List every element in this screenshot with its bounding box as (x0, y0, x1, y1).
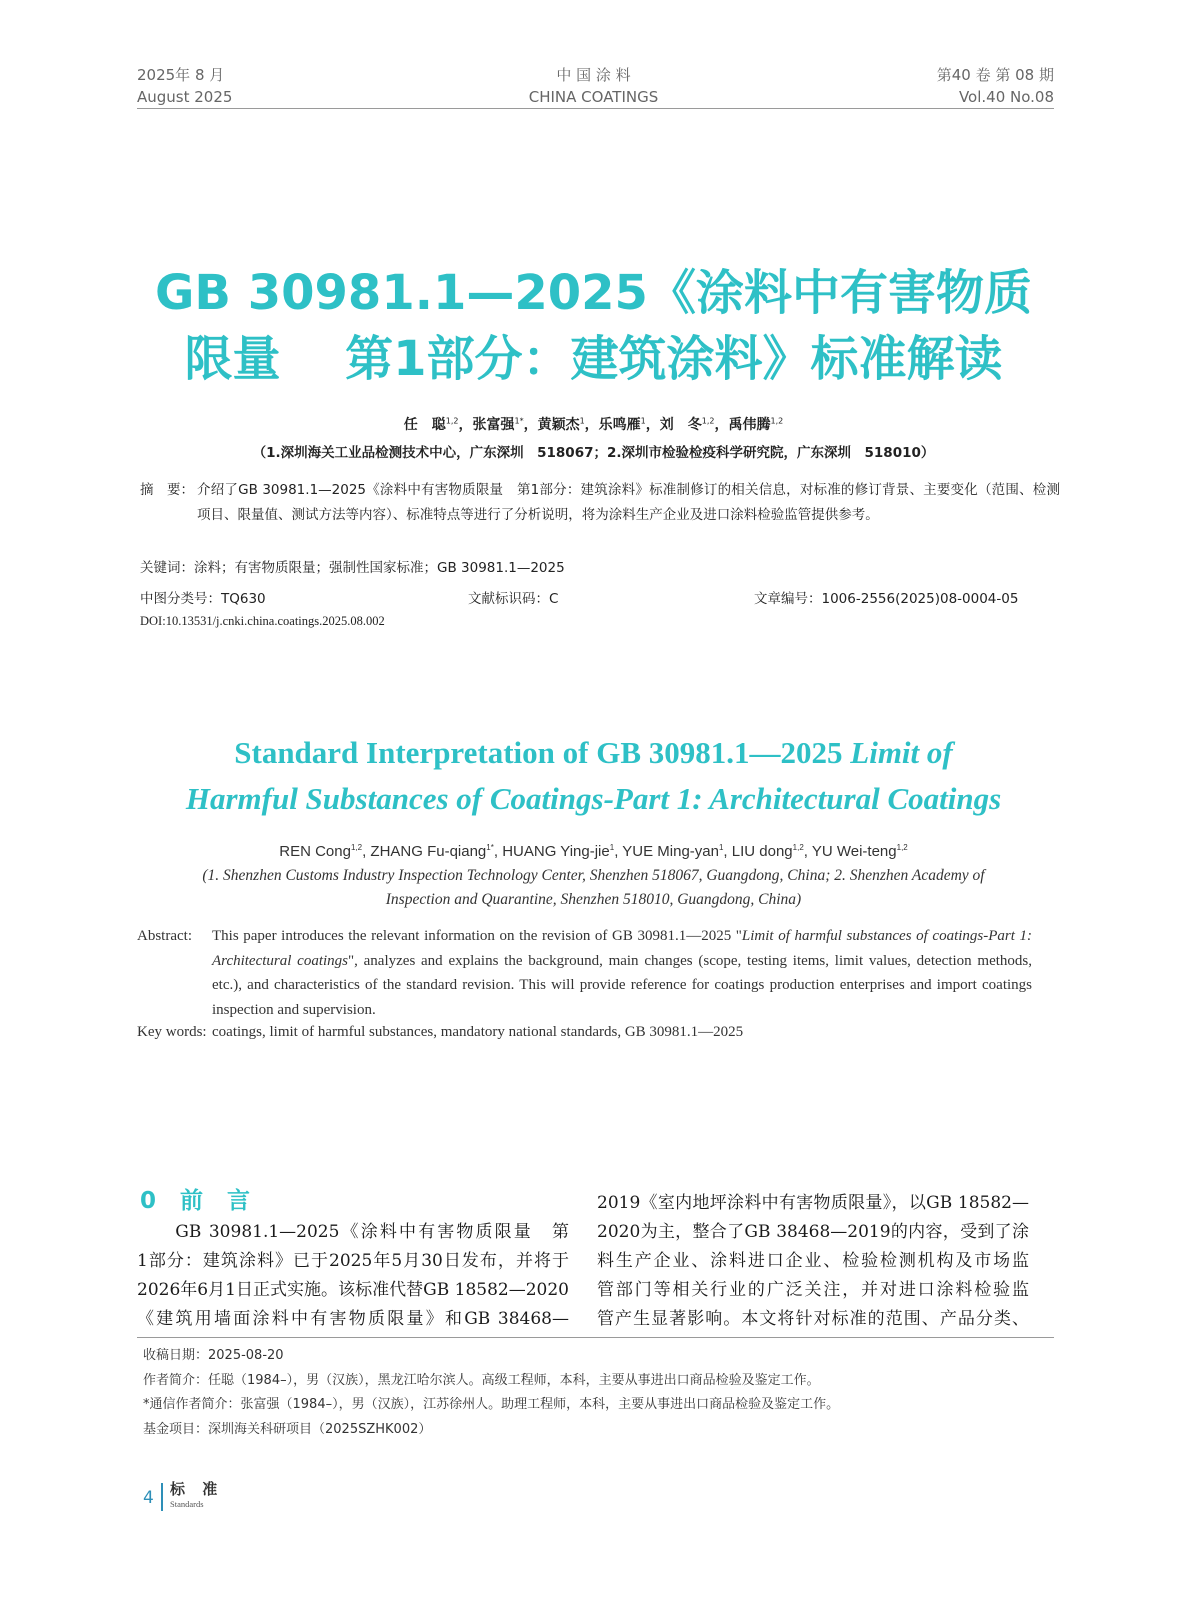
classification-clc: 中图分类号：TQ630 (140, 591, 266, 607)
body-line: 管产生显著影响。本文将针对标准的范围、产品分类、 (597, 1309, 1029, 1329)
footer-section-en: Standards (170, 1499, 204, 1509)
keywords-en-text: coatings, limit of harmful substances, mandatory national standards, GB 30981.1—2025 (212, 1024, 744, 1040)
header-date-cn: 2025年 8 月 (137, 66, 225, 84)
body-column-left (137, 1218, 569, 1334)
classification-article-no: 文章编号：1006-2556(2025)08-0004-05 (754, 591, 1019, 607)
abstract-cn-text: 介绍了GB 30981.1—2025《涂料中有害物质限量 第1部分：建筑涂料》标准制修订的相关信息，对标准的修订背景、主要变化（范围、检测项目、限量值、测试方法等内容）、标准特点等进行了分析说明，将为涂料生产企业及进口涂料检验监管提供参考。 (197, 482, 1060, 523)
header-issue (937, 64, 1054, 108)
body-line: 2026年6月1日正式实施。该标准代替GB 18582—2020 (137, 1280, 569, 1300)
keywords-cn: 关键词：涂料；有害物质限量；强制性国家标准；GB 30981.1—2025 (140, 560, 565, 576)
header-issue-cn: 第40 卷 第 08 期 (936, 66, 1054, 84)
abstract-cn (140, 478, 1060, 528)
footnote-corresponding: *通信作者简介：张富强（1984–），男（汉族），江苏徐州人。助理工程师，本科，主要从事进出口商品检验及鉴定工作。 (143, 1397, 840, 1412)
header-issue-en: Vol.40 No.08 (958, 88, 1054, 106)
author-en: YU Wei-teng$^{1,2}$ (811, 843, 908, 860)
footnote-received: 收稿日期：2025-08-20 (143, 1348, 284, 1363)
footer-section-cn: 标 准 (170, 1480, 224, 1498)
author-en: ZHANG Fu-qiang$^{1*}$ (370, 843, 494, 860)
author-en: YUE Ming-yan$^1$ (622, 843, 724, 860)
title-en (20, 730, 1167, 822)
body-line: 2020为主，整合了GB 38468—2019的内容，受到了涂 (597, 1222, 1029, 1242)
abstract-en (137, 924, 1032, 1022)
title-en-line2: Harmful Substances of Coatings-Part 1: Architectural Coatings (185, 781, 1002, 816)
authors-en: REN Cong$^{1,2}$, ZHANG Fu-qiang$^{1*}$, HUANG Ying-jie$^1$, YUE Ming-yan$^1$, LIU dong$^{1,2}$, YU Wei-teng$^{1,2}$ (279, 843, 908, 860)
title-cn-line1: GB 30981.1—2025《涂料中有害物质 (155, 265, 1032, 321)
header-journal-cn: 中 国 涂 料 (556, 66, 631, 84)
page-number: 4 (143, 1488, 154, 1508)
author-cn: 任 聪$^{1,2}$ (403, 416, 459, 433)
body-line: 料生产企业、涂料进口企业、检验检测机构及市场监 (597, 1251, 1029, 1271)
body-line: GB 30981.1—2025《涂料中有害物质限量 第 (137, 1222, 569, 1242)
abstract-cn-label: 摘 要： (140, 482, 194, 498)
affiliation-en-line2: Inspection and Quarantine, Shenzhen 518010, Guangdong, China) (385, 891, 802, 908)
authors-cn: 任 聪$^{1,2}$，张富强$^{1*}$，黄颖杰$^1$，乐鸣雁$^1$，刘 冬$^{1,2}$，禹伟腾$^{1,2}$ (403, 416, 784, 433)
affiliation-cn: （1.深圳海关工业品检测技术中心，广东深圳 518067；2.深圳市检验检疫科学研究院，广东深圳 518010） (252, 445, 935, 461)
footnote-author-bio: 作者简介：任聪（1984–），男（汉族），黑龙江哈尔滨人。高级工程师，本科，主要从事进出口商品检验及鉴定工作。 (143, 1373, 820, 1388)
classification-doc-code: 文献标识码：C (468, 591, 559, 607)
author-cn: 黄颖杰$^1$ (537, 416, 585, 433)
footnote-fund: 基金项目：深圳海关科研项目（2025SZHK002） (143, 1422, 432, 1437)
body-line: 管部门等相关行业的广泛关注，并对进口涂料检验监 (597, 1280, 1029, 1300)
affiliation-en-line1: (1. Shenzhen Customs Industry Inspection Technology Center, Shenzhen 518067, Guangdong, China; 2. Shenzhen Academy of (202, 867, 985, 884)
author-cn: 张富强$^{1*}$ (472, 416, 524, 433)
keywords-en-label: Key words: (137, 1024, 207, 1040)
abstract-en-label: Abstract: (137, 928, 192, 944)
section-number: 0 (140, 1188, 165, 1214)
author-en: HUANG Ying-jie$^1$ (502, 843, 615, 860)
author-en: REN Cong$^{1,2}$ (279, 843, 363, 860)
keywords-en (137, 1024, 743, 1041)
body-line: 《建筑用墙面涂料中有害物质限量》和GB 38468— (137, 1309, 569, 1329)
author-cn: 刘 冬$^{1,2}$ (659, 416, 715, 433)
author-cn: 乐鸣雁$^1$ (598, 416, 646, 433)
header-date-en: August 2025 (137, 88, 233, 106)
body-column-right (597, 1189, 1029, 1334)
doi: DOI:10.13531/j.cnki.china.coatings.2025.08.002 (140, 614, 385, 628)
header-divider (137, 108, 1054, 109)
author-en: LIU dong$^{1,2}$ (731, 843, 804, 860)
footer-bar (161, 1483, 163, 1511)
body-line: 2019《室内地坪涂料中有害物质限量》，以GB 18582— (597, 1193, 1029, 1213)
footnote-divider (137, 1337, 1054, 1338)
title-cn (60, 260, 1127, 392)
abstract-en-text: This paper introduces the relevant information on the revision of GB 30981.1—2025 "Limit of harmful substances of coatings-Part 1: Architectural coatings", analyzes and explains the background, main changes (scope, testing items, limit values, detection methods, etc.), and characteristics of the standard revision. This will provide reference for coatings production enterprises and import coatings inspection and supervision. (212, 928, 1033, 1018)
header-journal-en: CHINA COATINGS (528, 88, 659, 106)
affiliation-en (120, 864, 1067, 912)
title-en-line1: Standard Interpretation of GB 30981.1—2025 Limit of (234, 735, 953, 770)
author-cn: 禹伟腾$^{1,2}$ (728, 416, 784, 433)
body-line: 1部分：建筑涂料》已于2025年5月30日发布，并将于 (137, 1251, 569, 1271)
title-cn-line2: 限量 第1部分：建筑涂料》标准解读 (184, 331, 1003, 387)
section-heading (140, 1182, 258, 1215)
section-title: 前 言 (180, 1188, 259, 1214)
